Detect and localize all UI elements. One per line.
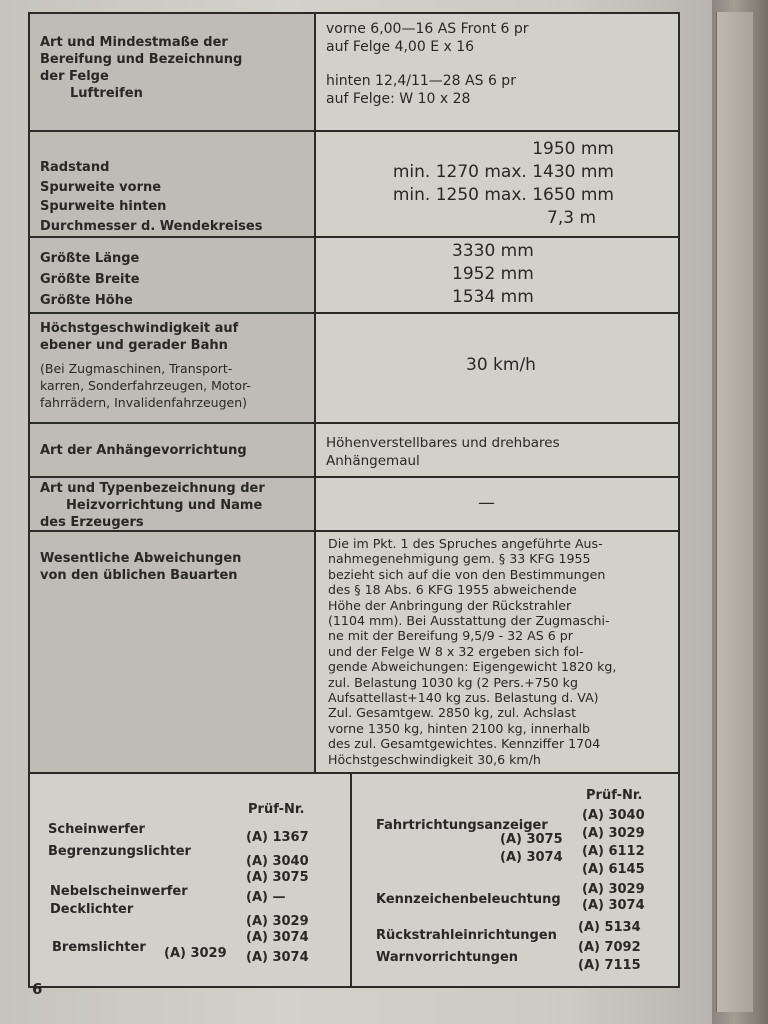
value-line: des § 18 Abs. 6 KFG 1955 abweichende (328, 582, 577, 598)
label-line: Art und Mindestmaße der (40, 35, 228, 50)
value-line: bezieht sich auf die von den Bestimmungen (328, 566, 606, 582)
next-page-edge (716, 12, 753, 1012)
wheelbase-value (316, 132, 678, 236)
value-line: ne mit der Bereifung 9,5/9 - 32 AS 6 pr (328, 628, 573, 644)
heating-value (316, 478, 678, 530)
value-line: 1950 mm (532, 139, 614, 159)
page-number: 6 (32, 980, 43, 998)
row-hitch (30, 424, 678, 478)
row-wheelbase (30, 132, 678, 238)
label-line: Spurweite hinten (40, 199, 167, 214)
light-name: Begrenzungslichter (48, 844, 191, 859)
light-number: (A) — (246, 890, 286, 905)
wheelbase-label (30, 132, 316, 236)
speed-value (316, 314, 678, 422)
value-line: auf Felge: W 10 x 28 (326, 91, 471, 107)
note-line: (Bei Zugmaschinen, Transport- (40, 361, 233, 376)
label-line: Größte Länge (40, 251, 140, 266)
value-line: Die im Pkt. 1 des Spruches angeführte Aus- (328, 536, 603, 551)
row-speed (30, 314, 678, 424)
value-line: und der Felge W 8 x 32 ergeben sich fol- (328, 643, 584, 659)
value-line: des zul. Gesamtgewichtes. Kennziffer 1704 (328, 736, 601, 752)
value-line: 7,3 m (547, 208, 596, 228)
light-number: (A) 3040 (246, 854, 309, 869)
value-line: nahmegenehmigung gem. § 33 KFG 1955 (328, 551, 591, 567)
row-heating (30, 478, 678, 532)
row-dimensions (30, 238, 678, 314)
light-number: (A) 6112 (582, 844, 645, 859)
label-line: Durchmesser d. Wendekreises (40, 218, 263, 234)
light-number: (A) 3074 (246, 930, 309, 945)
label-line: Art der Anhängevorrichtung (40, 443, 247, 458)
light-number: (A) 3029 (164, 946, 227, 961)
row-deviations (30, 532, 678, 774)
tires-value (316, 14, 678, 130)
label-line: Bereifung und Bezeichnung (40, 52, 243, 67)
value-line: 3330 mm (452, 241, 534, 261)
label-line: der Felge (40, 69, 109, 84)
value-line: Höhenverstellbares und drehbares (326, 435, 560, 451)
value-line: 1534 mm (452, 287, 534, 307)
note-line: karren, Sonderfahrzeugen, Motor- (40, 378, 251, 393)
light-number: (A) 7092 (578, 940, 641, 955)
light-name: Warnvorrichtungen (376, 950, 519, 965)
label-line: Größte Breite (40, 272, 140, 287)
label-line: Radstand (40, 160, 110, 175)
light-number: (A) 3074 (246, 950, 309, 965)
light-number: (A) 3040 (582, 808, 645, 823)
dimensions-value (316, 238, 678, 312)
note-line: fahrrädern, Invalidenfahrzeugen) (40, 395, 247, 410)
test-number-header: Prüf-Nr. (586, 788, 643, 803)
light-number: (A) 3029 (246, 914, 309, 929)
label-line: Wesentliche Abweichungen (40, 551, 242, 566)
test-number-header: Prüf-Nr. (248, 802, 305, 817)
tires-label (30, 14, 316, 130)
value-line: — (478, 493, 495, 513)
value-line: vorne 1350 kg, hinten 2100 kg, innerhalb (328, 720, 591, 736)
deviations-label (30, 532, 316, 772)
light-number: (A) 3029 (582, 826, 645, 841)
value-line: Höchstgeschwindigkeit 30,6 km/h (328, 751, 541, 767)
light-name: Kennzeichenbeleuchtung (376, 892, 561, 907)
book-edge (712, 0, 768, 1024)
light-number: (A) 6145 (582, 862, 645, 877)
light-number: (A) 7115 (578, 958, 641, 973)
label-line: Luftreifen (70, 86, 143, 101)
light-name: Fahrtrichtungsanzeiger (376, 818, 548, 833)
value-line: hinten 12,4/11—28 AS 6 pr (326, 73, 516, 89)
light-name: Nebelscheinwerfer (50, 884, 188, 899)
light-number: (A) 3074 (500, 850, 563, 865)
label-line: Höchstgeschwindigkeit auf (40, 321, 239, 336)
light-name: Scheinwerfer (48, 822, 145, 837)
value-line: Aufsattellast+140 kg zus. Belastung d. VA) (328, 690, 599, 706)
label-line: des Erzeugers (40, 515, 144, 530)
value-line: vorne 6,00—16 AS Front 6 pr (326, 21, 529, 37)
label-line: Art und Typenbezeichnung der (40, 481, 265, 496)
value-line: min. 1250 max. 1650 mm (392, 185, 614, 205)
light-number: (A) 3075 (500, 832, 563, 847)
value-line: gende Abweichungen: Eigengewicht 1820 kg, (328, 659, 617, 675)
label-line: Spurweite vorne (40, 179, 162, 195)
value-line: Anhängemaul (326, 453, 420, 469)
label-line: von den üblichen Bauarten (40, 568, 238, 583)
value-line: (1104 mm). Bei Ausstattung der Zugmaschi- (328, 613, 610, 629)
lights-section (30, 774, 678, 986)
value-line: Höhe der Anbringung der Rückstrahler (328, 597, 572, 613)
label-line: Heizvorrichtung und Name (66, 498, 263, 513)
label-line: ebener und gerader Bahn (40, 338, 228, 353)
lights-right (352, 774, 678, 986)
lights-left (30, 774, 352, 986)
light-number: (A) 3074 (582, 898, 645, 913)
light-name: Rückstrahleinrichtungen (376, 928, 557, 943)
hitch-value (316, 424, 678, 476)
value-line: 1952 mm (452, 264, 534, 284)
speed-label (30, 314, 316, 422)
light-number: (A) 5134 (578, 920, 641, 935)
spec-table (28, 12, 680, 988)
dimensions-label (30, 238, 316, 312)
light-number: (A) 3029 (582, 882, 645, 897)
value-line: min. 1270 max. 1430 mm (392, 162, 614, 182)
heating-label (30, 478, 316, 530)
light-number: (A) 3075 (246, 870, 309, 885)
label-line: Größte Höhe (40, 293, 133, 308)
value-line: zul. Belastung 1030 kg (2 Pers.+750 kg (328, 674, 578, 690)
value-line: auf Felge 4,00 E x 16 (326, 39, 475, 55)
deviations-value (316, 532, 678, 772)
light-number: (A) 1367 (246, 830, 309, 845)
light-name: Bremslichter (52, 940, 146, 955)
value-line: 30 km/h (466, 355, 536, 375)
light-name: Decklichter (50, 902, 134, 917)
value-line: Zul. Gesamtgew. 2850 kg, zul. Achslast (328, 705, 577, 721)
row-tires (30, 14, 678, 132)
hitch-label (30, 424, 316, 476)
